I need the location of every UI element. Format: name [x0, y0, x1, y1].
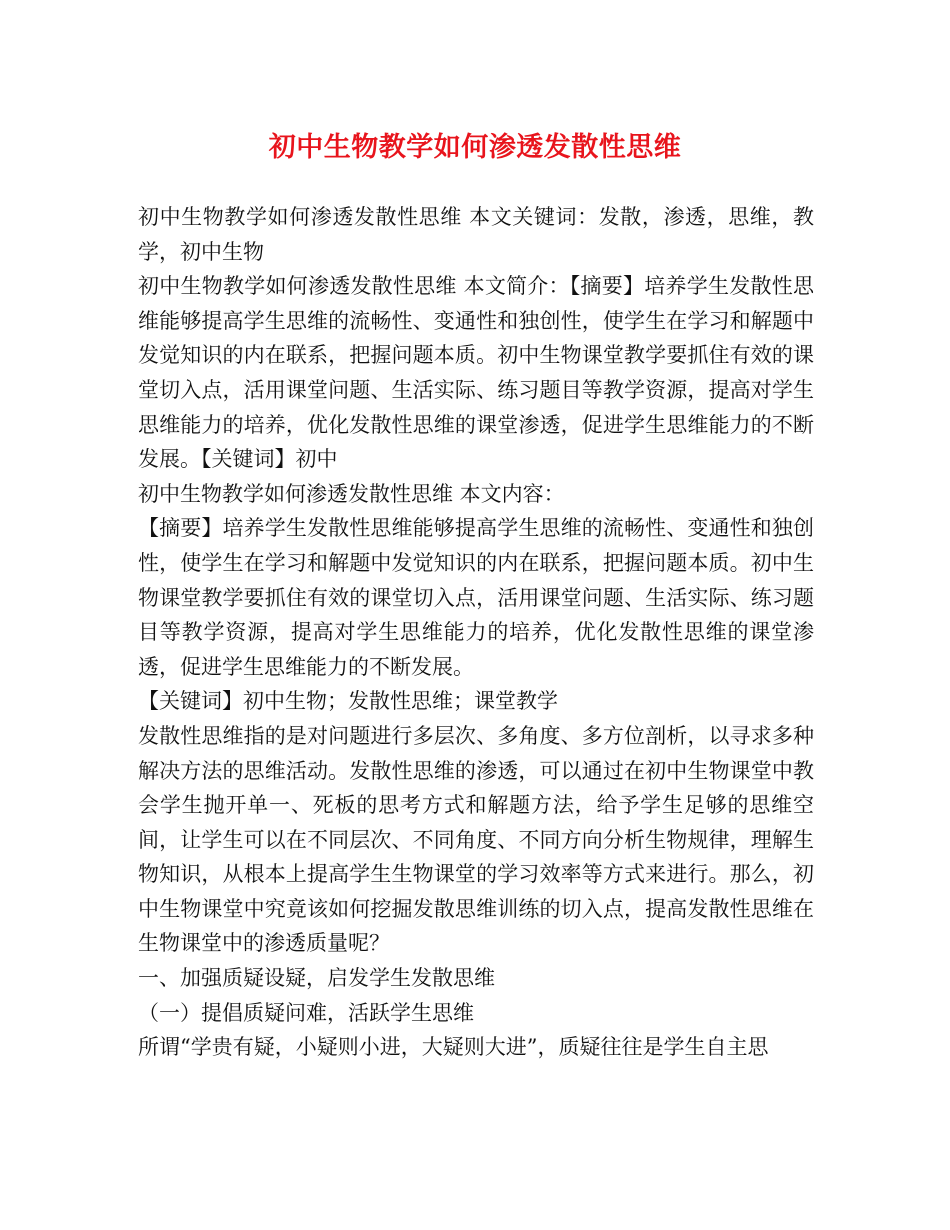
section-heading-1: 一、加强质疑设疑，启发学生发散思维 — [138, 966, 495, 991]
document-body — [138, 200, 814, 1065]
subsection-heading-1: （一）提倡质疑问难，活跃学生思维 — [138, 1000, 474, 1025]
paragraph-keywords-line: 初中生物教学如何渗透发散性思维 本文关键词：发散，渗透，思维，教学，初中生物 — [138, 205, 814, 264]
paragraph-main: 发散性思维指的是对问题进行多层次、多角度、多方位剖析，以寻求多种解决方法的思维活动。发散性思维的渗透，可以通过在初中生物课堂中教会学生抛开单一、死板的思考方式和解题方法，给予学生足够的思维空间，让学生可以在不同层次、不同角度、不同方向分析生物规律，理解生物知识，从根本上提高学生生物课堂的学习效率等方式来进行。那么，初中生物课堂中究竟该如何挖掘发散思维训练的切入点，提高发散性思维在生物课堂中的渗透质量呢？ — [138, 723, 814, 956]
paragraph-abstract: 【摘要】培养学生发散性思维能够提高学生思维的流畅性、变通性和独创性，使学生在学习和解题中发觉知识的内在联系，把握问题本质。初中生物课堂教学要抓住有效的课堂切入点，活用课堂问题、生活实际、练习题目等教学资源，提高对学生思维能力的培养，优化发散性思维的课堂渗透，促进学生思维能力的不断发展。 — [138, 516, 814, 679]
document-title: 初中生物教学如何渗透发散性思维 — [268, 132, 682, 163]
paragraph-quote: 所谓“学贵有疑，小疑则小进，大疑则大进”，质疑往往是学生自主思 — [138, 1035, 769, 1060]
paragraph-keywords: 【关键词】初中生物；发散性思维；课堂教学 — [138, 689, 558, 714]
paragraph-content-label: 初中生物教学如何渗透发散性思维 本文内容： — [138, 481, 565, 506]
paragraph-intro: 初中生物教学如何渗透发散性思维 本文简介：【摘要】培养学生发散性思维能够提高学生思维的流畅性、变通性和独创性，使学生在学习和解题中发觉知识的内在联系，把握问题本质。初中生物课堂教学要抓住有效的课堂切入点，活用课堂问题、生活实际、练习题目等教学资源，提高对学生思维能力的培养，优化发散性思维的课堂渗透，促进学生思维能力的不断发展。【关键词】初中 — [138, 274, 814, 472]
